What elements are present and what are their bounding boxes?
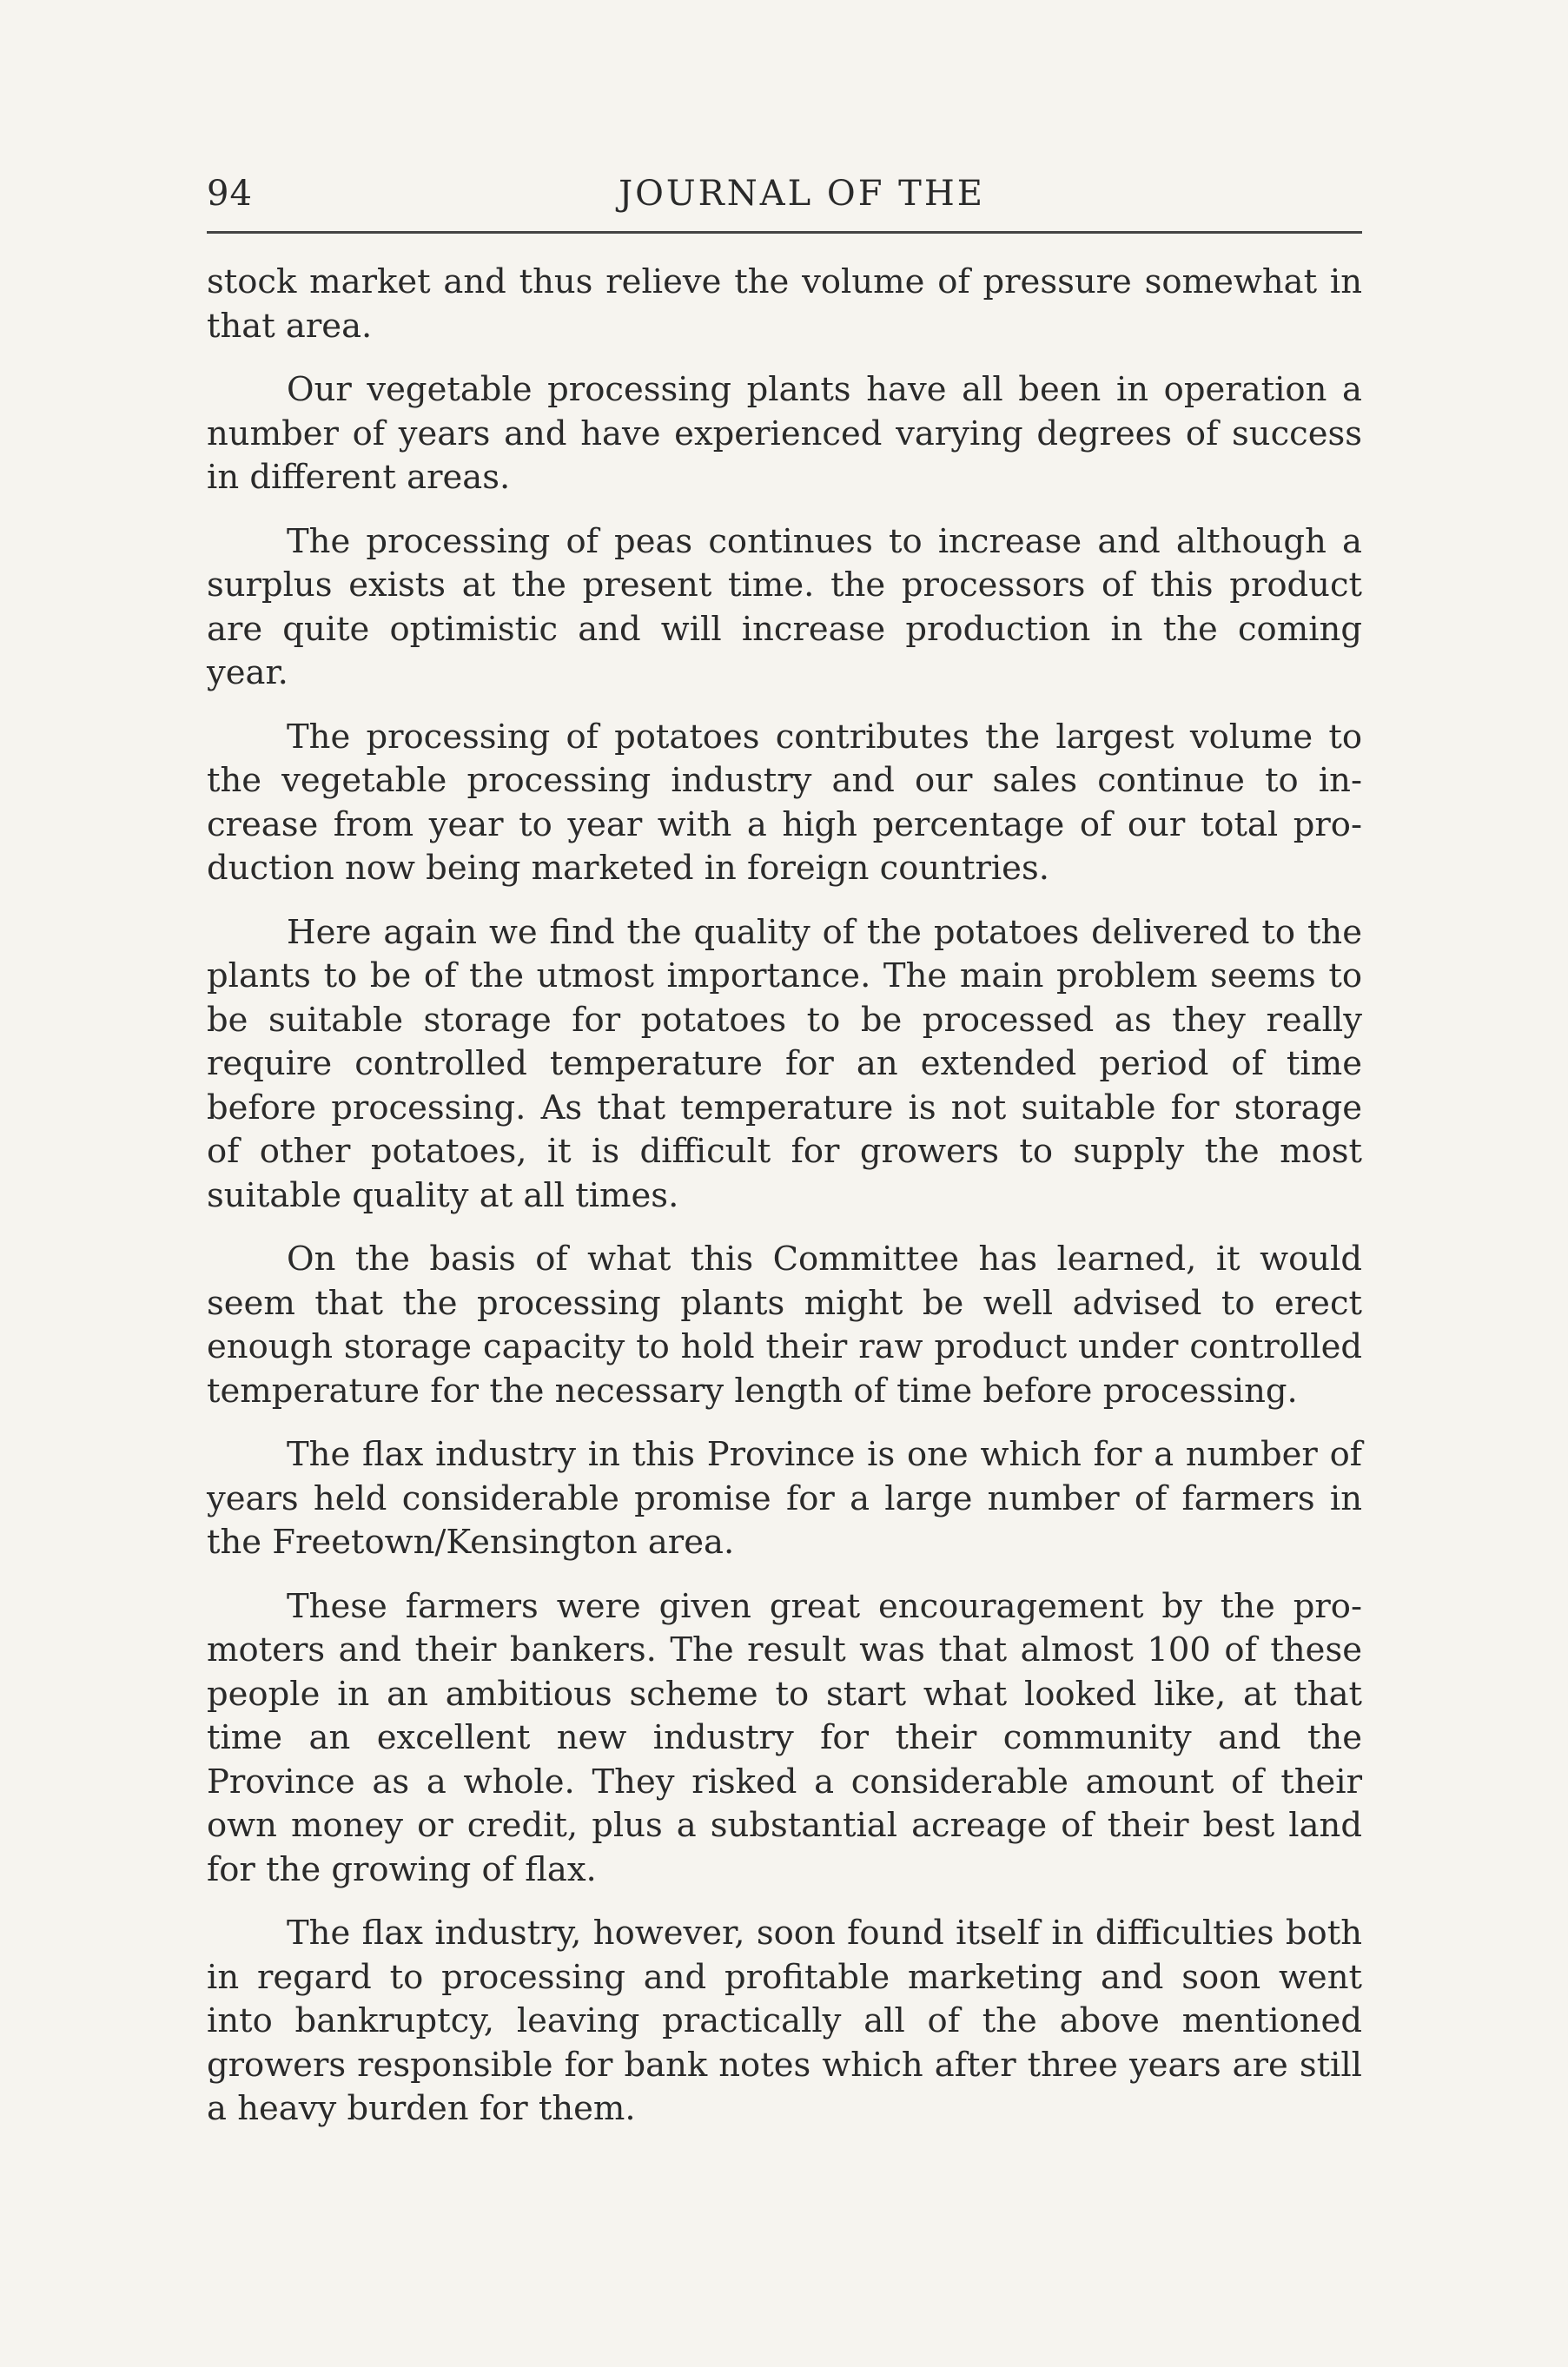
paragraph-flax-industry: The flax industry in this Province is one which for a number of years held considerable promise for a large number of farmers in the Freetown/Kensington area.: [207, 1435, 1362, 1562]
paragraph-potato-quality: Here again we find the quality of the potatoes delivered to the plants to be of the utmost importance. The main problem seems to be suitable storage for potatoes to be processed as they really require controlled temperature for an extended period of time before processing. As that temperature is not suitable for storage of other potatoes, it is difficult for growers to supply the most suitable quality at all times.: [207, 912, 1362, 1215]
paragraph-continuation: stock market and thus relieve the volume of pressure somewhat in that area.: [207, 262, 1362, 346]
paragraph-farmers-encouraged: These farmers were given great encouragement by the promoters and their bankers. The result was that almost 100 of these people in an ambitious scheme to start what looked like, at that time an excellent new industry for their community and the Province as a whole. They risked a considerable amount of their own money or credit, plus a substantial acreage of their best land for the growing of flax.: [207, 1586, 1362, 1889]
paragraph-peas: The processing of peas continues to increase and although a surplus exists at the present time. the processors of this product are quite optimistic and will increase production in the coming year.: [207, 521, 1362, 692]
paragraph-flax-bankruptcy: The flax industry, however, soon found itself in difficulties both in regard to processing and profitable marketing and soon went into bankruptcy, leaving practically all of the above mentioned growers responsible for bank notes which after three years are still a heavy burden for them.: [207, 1914, 1362, 2128]
paragraph-vegetable-plants: Our vegetable processing plants have all been in operation a number of years and have experienced varying degrees of success in different areas.: [207, 370, 1362, 497]
running-head: JOURNAL OF THE: [619, 174, 985, 214]
page-number: 94: [207, 174, 253, 214]
page-header: [207, 172, 1362, 226]
paragraph-committee-findings: On the basis of what this Committee has learned, it would seem that the processing plants might be well advised to erect enough storage capacity to hold their raw product under controlled temperature for the necessary length of time before processing.: [207, 1240, 1362, 1411]
header-rule: [207, 231, 1362, 234]
body-text: [207, 261, 1362, 2152]
paragraph-potatoes: The processing of potatoes contributes the largest volume to the vegetable processing industry and our sales continue to increase from year to year with a high percentage of our total production now being marketed in foreign countries.: [207, 717, 1362, 888]
